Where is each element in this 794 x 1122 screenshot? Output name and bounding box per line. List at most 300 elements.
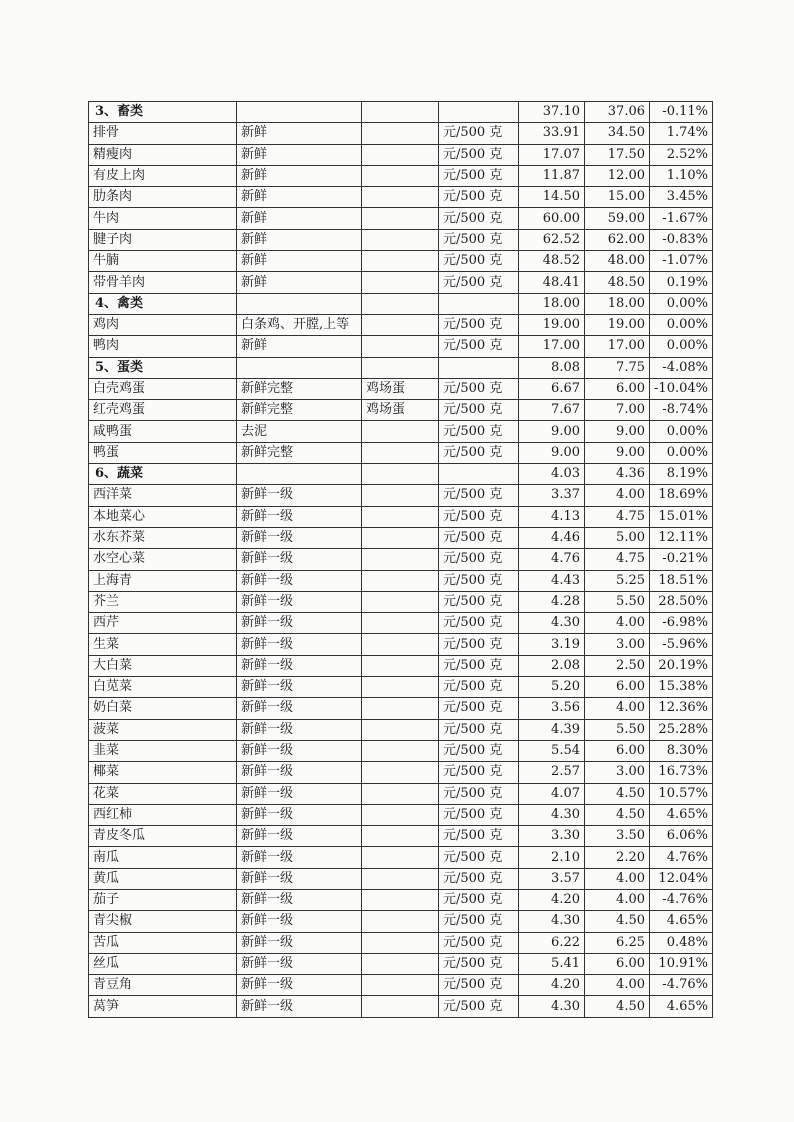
previous-price-cell: 4.30 (519, 911, 585, 932)
spec-cell: 新鲜一级 (237, 740, 362, 761)
note-cell (362, 442, 439, 463)
note-cell (362, 336, 439, 357)
previous-price-cell: 60.00 (519, 208, 585, 229)
note-cell (362, 634, 439, 655)
unit-cell: 元/500 克 (439, 783, 519, 804)
previous-price-cell: 4.46 (519, 527, 585, 548)
table-row (89, 740, 713, 761)
previous-price-cell: 4.20 (519, 975, 585, 996)
note-cell (362, 229, 439, 250)
current-price-cell: 4.50 (585, 804, 650, 825)
spec-cell: 新鲜完整 (237, 400, 362, 421)
current-price-cell: 17.00 (585, 336, 650, 357)
change-percent-cell: 0.00% (650, 421, 713, 442)
current-price-cell: 48.50 (585, 272, 650, 293)
spec-cell: 新鲜一级 (237, 826, 362, 847)
previous-price-cell: 9.00 (519, 421, 585, 442)
item-name-cell: 排骨 (89, 123, 237, 144)
spec-cell: 白条鸡、开膛,上等 (237, 314, 362, 335)
category-row (89, 464, 713, 485)
item-name-cell: 有皮上肉 (89, 165, 237, 186)
current-price-cell: 6.00 (585, 740, 650, 761)
item-name-cell: 椰菜 (89, 762, 237, 783)
table-row (89, 634, 713, 655)
spec-cell: 新鲜一级 (237, 613, 362, 634)
table-row (89, 975, 713, 996)
note-cell (362, 123, 439, 144)
change-percent-cell: 12.11% (650, 527, 713, 548)
change-percent-cell: 10.57% (650, 783, 713, 804)
current-price-cell: 5.00 (585, 527, 650, 548)
change-percent-cell: -0.83% (650, 229, 713, 250)
unit-cell (439, 464, 519, 485)
table-row (89, 719, 713, 740)
table-row (89, 314, 713, 335)
previous-price-cell: 3.37 (519, 485, 585, 506)
item-name-cell: 苦瓜 (89, 932, 237, 953)
note-cell (362, 975, 439, 996)
change-percent-cell: -4.76% (650, 975, 713, 996)
category-row (89, 293, 713, 314)
change-percent-cell: 20.19% (650, 655, 713, 676)
spec-cell: 新鲜一级 (237, 591, 362, 612)
change-percent-cell: 8.30% (650, 740, 713, 761)
previous-price-cell: 37.10 (519, 102, 585, 123)
note-cell (362, 421, 439, 442)
item-name-cell: 6、蔬菜 (89, 464, 237, 485)
note-cell (362, 677, 439, 698)
spec-cell: 新鲜一级 (237, 655, 362, 676)
change-percent-cell: 15.38% (650, 677, 713, 698)
current-price-cell: 9.00 (585, 421, 650, 442)
unit-cell: 元/500 克 (439, 208, 519, 229)
previous-price-cell: 4.03 (519, 464, 585, 485)
table-row (89, 421, 713, 442)
current-price-cell: 3.50 (585, 826, 650, 847)
note-cell (362, 655, 439, 676)
previous-price-cell: 4.76 (519, 549, 585, 570)
note-cell (362, 251, 439, 272)
current-price-cell: 3.00 (585, 634, 650, 655)
current-price-cell: 4.00 (585, 698, 650, 719)
price-table-body (89, 102, 713, 1018)
note-cell (362, 102, 439, 123)
spec-cell: 新鲜一级 (237, 847, 362, 868)
current-price-cell: 34.50 (585, 123, 650, 144)
current-price-cell: 4.50 (585, 911, 650, 932)
change-percent-cell: 0.00% (650, 442, 713, 463)
change-percent-cell: -10.04% (650, 378, 713, 399)
previous-price-cell: 4.28 (519, 591, 585, 612)
unit-cell: 元/500 克 (439, 506, 519, 527)
change-percent-cell: -8.74% (650, 400, 713, 421)
current-price-cell: 4.00 (585, 889, 650, 910)
price-table-sheet (88, 101, 713, 1018)
change-percent-cell: -5.96% (650, 634, 713, 655)
note-cell (362, 272, 439, 293)
spec-cell: 新鲜 (237, 165, 362, 186)
previous-price-cell: 62.52 (519, 229, 585, 250)
note-cell (362, 932, 439, 953)
note-cell (362, 144, 439, 165)
previous-price-cell: 9.00 (519, 442, 585, 463)
item-name-cell: 带骨羊肉 (89, 272, 237, 293)
unit-cell: 元/500 克 (439, 251, 519, 272)
current-price-cell: 6.00 (585, 378, 650, 399)
current-price-cell: 4.75 (585, 549, 650, 570)
spec-cell (237, 357, 362, 378)
item-name-cell: 西红柿 (89, 804, 237, 825)
item-name-cell: 鸡肉 (89, 314, 237, 335)
spec-cell: 新鲜 (237, 187, 362, 208)
change-percent-cell: 2.52% (650, 144, 713, 165)
item-name-cell: 5、蛋类 (89, 357, 237, 378)
change-percent-cell: 4.65% (650, 804, 713, 825)
current-price-cell: 4.00 (585, 868, 650, 889)
unit-cell: 元/500 克 (439, 442, 519, 463)
item-name-cell: 茄子 (89, 889, 237, 910)
current-price-cell: 5.50 (585, 591, 650, 612)
change-percent-cell: -0.21% (650, 549, 713, 570)
change-percent-cell: -0.11% (650, 102, 713, 123)
table-row (89, 804, 713, 825)
item-name-cell: 水东芥菜 (89, 527, 237, 548)
spec-cell (237, 102, 362, 123)
previous-price-cell: 2.08 (519, 655, 585, 676)
item-name-cell: 黄瓜 (89, 868, 237, 889)
spec-cell: 新鲜 (237, 336, 362, 357)
current-price-cell: 6.00 (585, 953, 650, 974)
previous-price-cell: 4.20 (519, 889, 585, 910)
spec-cell: 新鲜 (237, 123, 362, 144)
unit-cell: 元/500 克 (439, 911, 519, 932)
unit-cell: 元/500 克 (439, 613, 519, 634)
table-row (89, 442, 713, 463)
change-percent-cell: 12.04% (650, 868, 713, 889)
item-name-cell: 韭菜 (89, 740, 237, 761)
table-row (89, 868, 713, 889)
item-name-cell: 肋条肉 (89, 187, 237, 208)
item-name-cell: 白壳鸡蛋 (89, 378, 237, 399)
note-cell (362, 698, 439, 719)
item-name-cell: 青皮冬瓜 (89, 826, 237, 847)
change-percent-cell: 8.19% (650, 464, 713, 485)
table-row (89, 336, 713, 357)
note-cell (362, 719, 439, 740)
item-name-cell: 本地菜心 (89, 506, 237, 527)
spec-cell (237, 464, 362, 485)
item-name-cell: 精瘦肉 (89, 144, 237, 165)
current-price-cell: 19.00 (585, 314, 650, 335)
note-cell (362, 847, 439, 868)
item-name-cell: 3、畜类 (89, 102, 237, 123)
table-row (89, 698, 713, 719)
item-name-cell: 西芹 (89, 613, 237, 634)
previous-price-cell: 2.10 (519, 847, 585, 868)
previous-price-cell: 8.08 (519, 357, 585, 378)
change-percent-cell: 4.65% (650, 911, 713, 932)
current-price-cell: 59.00 (585, 208, 650, 229)
unit-cell: 元/500 克 (439, 336, 519, 357)
spec-cell (237, 293, 362, 314)
change-percent-cell: 4.76% (650, 847, 713, 868)
table-row (89, 677, 713, 698)
current-price-cell: 6.00 (585, 677, 650, 698)
spec-cell: 新鲜一级 (237, 932, 362, 953)
previous-price-cell: 3.30 (519, 826, 585, 847)
unit-cell: 元/500 克 (439, 804, 519, 825)
note-cell: 鸡场蛋 (362, 400, 439, 421)
change-percent-cell: 28.50% (650, 591, 713, 612)
note-cell (362, 570, 439, 591)
table-row (89, 847, 713, 868)
spec-cell: 新鲜一级 (237, 634, 362, 655)
note-cell (362, 293, 439, 314)
table-row (89, 591, 713, 612)
unit-cell: 元/500 克 (439, 165, 519, 186)
table-row (89, 251, 713, 272)
spec-cell: 新鲜一级 (237, 762, 362, 783)
spec-cell: 去泥 (237, 421, 362, 442)
item-name-cell: 芥兰 (89, 591, 237, 612)
spec-cell: 新鲜一级 (237, 889, 362, 910)
change-percent-cell: 1.74% (650, 123, 713, 144)
unit-cell: 元/500 克 (439, 740, 519, 761)
spec-cell: 新鲜 (237, 229, 362, 250)
change-percent-cell: 1.10% (650, 165, 713, 186)
previous-price-cell: 2.57 (519, 762, 585, 783)
table-row (89, 783, 713, 804)
table-row (89, 208, 713, 229)
current-price-cell: 4.50 (585, 996, 650, 1017)
unit-cell: 元/500 克 (439, 975, 519, 996)
table-row (89, 229, 713, 250)
spec-cell: 新鲜完整 (237, 378, 362, 399)
previous-price-cell: 19.00 (519, 314, 585, 335)
table-row (89, 272, 713, 293)
note-cell (362, 783, 439, 804)
spec-cell: 新鲜 (237, 208, 362, 229)
change-percent-cell: -4.08% (650, 357, 713, 378)
current-price-cell: 4.00 (585, 613, 650, 634)
item-name-cell: 腱子肉 (89, 229, 237, 250)
change-percent-cell: 18.51% (650, 570, 713, 591)
unit-cell: 元/500 克 (439, 932, 519, 953)
previous-price-cell: 4.13 (519, 506, 585, 527)
previous-price-cell: 3.56 (519, 698, 585, 719)
unit-cell: 元/500 克 (439, 570, 519, 591)
previous-price-cell: 33.91 (519, 123, 585, 144)
previous-price-cell: 14.50 (519, 187, 585, 208)
note-cell (362, 527, 439, 548)
note-cell (362, 464, 439, 485)
unit-cell: 元/500 克 (439, 229, 519, 250)
current-price-cell: 7.75 (585, 357, 650, 378)
unit-cell: 元/500 克 (439, 485, 519, 506)
current-price-cell: 7.00 (585, 400, 650, 421)
note-cell (362, 357, 439, 378)
spec-cell: 新鲜一级 (237, 570, 362, 591)
current-price-cell: 4.36 (585, 464, 650, 485)
previous-price-cell: 48.52 (519, 251, 585, 272)
previous-price-cell: 5.54 (519, 740, 585, 761)
unit-cell: 元/500 克 (439, 953, 519, 974)
item-name-cell: 白苋菜 (89, 677, 237, 698)
note-cell: 鸡场蛋 (362, 378, 439, 399)
previous-price-cell: 4.39 (519, 719, 585, 740)
change-percent-cell: 0.19% (650, 272, 713, 293)
change-percent-cell: -4.76% (650, 889, 713, 910)
previous-price-cell: 48.41 (519, 272, 585, 293)
previous-price-cell: 4.43 (519, 570, 585, 591)
spec-cell: 新鲜一级 (237, 506, 362, 527)
unit-cell: 元/500 克 (439, 314, 519, 335)
unit-cell: 元/500 克 (439, 272, 519, 293)
change-percent-cell: 0.00% (650, 314, 713, 335)
spec-cell: 新鲜一级 (237, 911, 362, 932)
current-price-cell: 18.00 (585, 293, 650, 314)
previous-price-cell: 5.41 (519, 953, 585, 974)
table-row (89, 549, 713, 570)
note-cell (362, 804, 439, 825)
table-row (89, 996, 713, 1017)
previous-price-cell: 4.30 (519, 996, 585, 1017)
current-price-cell: 17.50 (585, 144, 650, 165)
spec-cell: 新鲜一级 (237, 527, 362, 548)
item-name-cell: 鸭蛋 (89, 442, 237, 463)
note-cell (362, 485, 439, 506)
change-percent-cell: 0.48% (650, 932, 713, 953)
unit-cell: 元/500 克 (439, 677, 519, 698)
table-row (89, 655, 713, 676)
previous-price-cell: 7.67 (519, 400, 585, 421)
current-price-cell: 3.00 (585, 762, 650, 783)
note-cell (362, 911, 439, 932)
change-percent-cell: 10.91% (650, 953, 713, 974)
table-row (89, 165, 713, 186)
unit-cell: 元/500 克 (439, 719, 519, 740)
previous-price-cell: 17.00 (519, 336, 585, 357)
note-cell (362, 740, 439, 761)
unit-cell: 元/500 克 (439, 826, 519, 847)
unit-cell: 元/500 克 (439, 868, 519, 889)
spec-cell: 新鲜一级 (237, 783, 362, 804)
unit-cell (439, 357, 519, 378)
note-cell (362, 826, 439, 847)
category-row (89, 102, 713, 123)
note-cell (362, 549, 439, 570)
item-name-cell: 奶白菜 (89, 698, 237, 719)
change-percent-cell: -6.98% (650, 613, 713, 634)
previous-price-cell: 3.19 (519, 634, 585, 655)
spec-cell: 新鲜 (237, 272, 362, 293)
note-cell (362, 762, 439, 783)
current-price-cell: 5.25 (585, 570, 650, 591)
price-table (88, 101, 713, 1018)
item-name-cell: 青尖椒 (89, 911, 237, 932)
note-cell (362, 187, 439, 208)
change-percent-cell: -1.07% (650, 251, 713, 272)
item-name-cell: 花菜 (89, 783, 237, 804)
item-name-cell: 菠菜 (89, 719, 237, 740)
note-cell (362, 996, 439, 1017)
current-price-cell: 9.00 (585, 442, 650, 463)
note-cell (362, 314, 439, 335)
previous-price-cell: 4.30 (519, 613, 585, 634)
unit-cell: 元/500 克 (439, 421, 519, 442)
item-name-cell: 生菜 (89, 634, 237, 655)
table-row (89, 378, 713, 399)
table-row (89, 613, 713, 634)
spec-cell: 新鲜一级 (237, 868, 362, 889)
unit-cell: 元/500 克 (439, 400, 519, 421)
current-price-cell: 4.75 (585, 506, 650, 527)
note-cell (362, 953, 439, 974)
change-percent-cell: 12.36% (650, 698, 713, 719)
item-name-cell: 上海青 (89, 570, 237, 591)
item-name-cell: 青豆角 (89, 975, 237, 996)
spec-cell: 新鲜一级 (237, 698, 362, 719)
current-price-cell: 37.06 (585, 102, 650, 123)
note-cell (362, 591, 439, 612)
table-row (89, 123, 713, 144)
unit-cell: 元/500 克 (439, 123, 519, 144)
current-price-cell: 12.00 (585, 165, 650, 186)
unit-cell: 元/500 克 (439, 527, 519, 548)
spec-cell: 新鲜一级 (237, 485, 362, 506)
item-name-cell: 大白菜 (89, 655, 237, 676)
spec-cell: 新鲜一级 (237, 975, 362, 996)
change-percent-cell: 3.45% (650, 187, 713, 208)
unit-cell: 元/500 克 (439, 549, 519, 570)
spec-cell: 新鲜一级 (237, 953, 362, 974)
unit-cell: 元/500 克 (439, 762, 519, 783)
note-cell (362, 868, 439, 889)
category-row (89, 357, 713, 378)
unit-cell: 元/500 克 (439, 378, 519, 399)
unit-cell: 元/500 克 (439, 889, 519, 910)
item-name-cell: 4、禽类 (89, 293, 237, 314)
previous-price-cell: 11.87 (519, 165, 585, 186)
spec-cell: 新鲜 (237, 144, 362, 165)
table-row (89, 953, 713, 974)
unit-cell: 元/500 克 (439, 655, 519, 676)
change-percent-cell: 18.69% (650, 485, 713, 506)
change-percent-cell: 16.73% (650, 762, 713, 783)
current-price-cell: 62.00 (585, 229, 650, 250)
item-name-cell: 丝瓜 (89, 953, 237, 974)
previous-price-cell: 3.57 (519, 868, 585, 889)
item-name-cell: 鸭肉 (89, 336, 237, 357)
table-row (89, 144, 713, 165)
current-price-cell: 2.50 (585, 655, 650, 676)
table-row (89, 570, 713, 591)
table-row (89, 400, 713, 421)
previous-price-cell: 4.30 (519, 804, 585, 825)
change-percent-cell: 4.65% (650, 996, 713, 1017)
previous-price-cell: 6.67 (519, 378, 585, 399)
unit-cell (439, 102, 519, 123)
current-price-cell: 4.00 (585, 975, 650, 996)
current-price-cell: 6.25 (585, 932, 650, 953)
previous-price-cell: 17.07 (519, 144, 585, 165)
item-name-cell: 南瓜 (89, 847, 237, 868)
change-percent-cell: 0.00% (650, 336, 713, 357)
table-row (89, 187, 713, 208)
unit-cell: 元/500 克 (439, 144, 519, 165)
table-row (89, 889, 713, 910)
unit-cell (439, 293, 519, 314)
